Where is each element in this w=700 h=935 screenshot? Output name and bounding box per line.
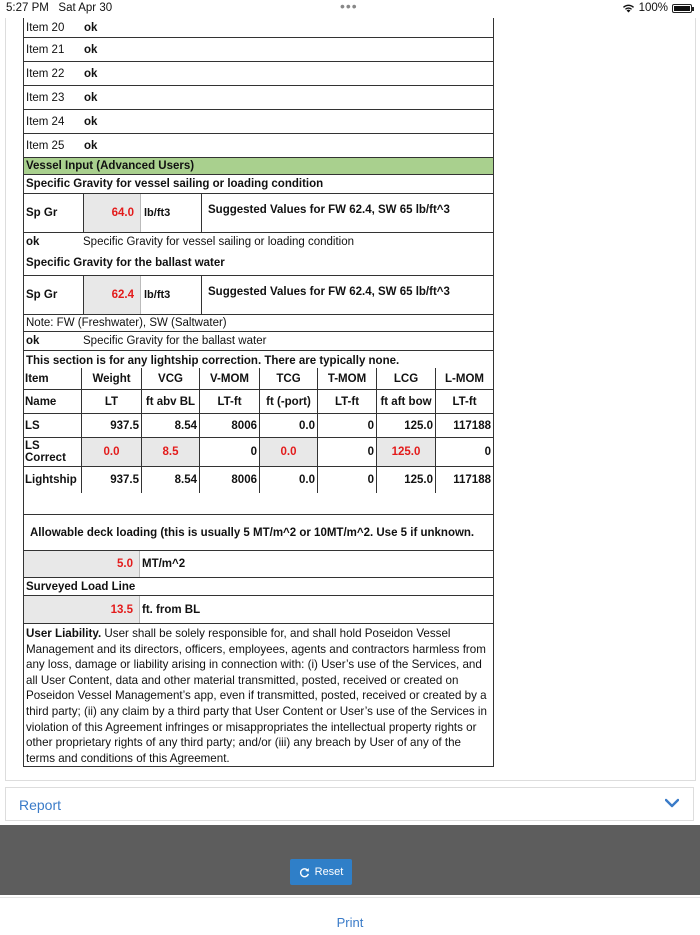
deck-loading-label-row (23, 515, 494, 550)
sg-label: Sp Gr (26, 289, 58, 301)
item-label: Item 21 (26, 43, 65, 56)
tcg-cell: 0.0 (259, 414, 317, 437)
row-label: LS (25, 419, 40, 432)
lcg-cell: 125.0 (376, 414, 435, 437)
unit-cell: LT-ft (435, 390, 493, 413)
col-header-lcg: LCG (376, 368, 435, 389)
item-label: Item 22 (26, 67, 65, 80)
battery-icon (672, 4, 692, 13)
status-description: Specific Gravity for the ballast water (83, 335, 267, 347)
status-right (622, 2, 692, 14)
ls-correct-weight-input[interactable]: 0.0 (81, 438, 141, 466)
table-row (23, 110, 494, 134)
section-header-vessel-input (23, 158, 494, 175)
vmom-cell: 0 (199, 438, 259, 466)
footer-bar (0, 897, 700, 935)
lightship-units-row (23, 390, 494, 414)
liability-body: User shall be solely responsible for, and shall hold Poseidon Vessel Management and its directors, officers, employees, agents and contractors harmless from any loss, damage or liability arising in connection with: (i) User’s use of the Services, and all User Content, data and other material transmitted, posted, received or created on Poseidon Vessel Management’s app, even if transmitted, posted, received or created by a third party; (ii) any claim by a third party that User Content or User’s use of the Services in violation of this Agreement infringes or misappropriates the intellectual property rights or other proprietary rights of any third party; and/or (iii) any breach by User of any of the terms and conditions of this Agreement. (26, 627, 487, 765)
ls-correct-tcg-input[interactable]: 0.0 (259, 438, 317, 466)
note-text: Note: FW (Freshwater), SW (Saltwater) (26, 317, 227, 329)
refresh-icon (299, 867, 310, 878)
weight-cell: 937.5 (81, 414, 141, 437)
col-header-vcg: VCG (141, 368, 199, 389)
tmom-cell: 0 (317, 414, 376, 437)
lightship-ls-row (23, 414, 494, 438)
item-label: Item 23 (26, 91, 65, 104)
tcg-cell: 0.0 (259, 467, 317, 493)
load-line-unit: ft. from BL (142, 603, 201, 616)
table-row (23, 134, 494, 158)
unit-cell: LT-ft (317, 390, 376, 413)
ls-correct-lcg-input[interactable]: 125.0 (376, 438, 435, 466)
reset-button[interactable] (290, 859, 352, 885)
load-line-label-row (23, 578, 494, 596)
tmom-cell: 0 (317, 438, 376, 466)
unit-cell: LT (81, 390, 141, 413)
lcg-cell: 125.0 (376, 467, 435, 493)
deck-loading-label: Allowable deck loading (this is usually 5 MT/m^2 or 10MT/m^2. Use 5 if unknown. (30, 526, 475, 539)
item-status: ok (84, 21, 98, 34)
sg-vessel-status-row (23, 233, 494, 251)
vcg-cell: 8.54 (141, 414, 199, 437)
lmom-cell: 0 (435, 438, 493, 466)
col-header-vmom: V-MOM (199, 368, 259, 389)
status-text: ok (26, 236, 40, 248)
load-line-label: Surveyed Load Line (26, 580, 136, 593)
vcg-cell: 8.54 (141, 467, 199, 493)
battery-percent: 100% (638, 2, 668, 14)
print-button[interactable]: Print (336, 915, 364, 930)
sg-ballast-input[interactable]: 62.4 (83, 276, 141, 314)
sg-label: Sp Gr (26, 207, 58, 219)
col-header-tcg: TCG (259, 368, 317, 389)
item-label: Item 20 (26, 21, 65, 34)
sg-vessel-title-row (23, 175, 494, 193)
tmom-cell: 0 (317, 467, 376, 493)
sg-ballast-row (23, 275, 494, 315)
sg-vessel-title: Specific Gravity for vessel sailing or loading condition (26, 178, 324, 190)
reset-label: Reset (314, 866, 344, 878)
load-line-input[interactable]: 13.5 (24, 596, 140, 623)
load-line-row (23, 596, 494, 624)
col-header-weight: Weight (81, 368, 141, 389)
item-label: Item 25 (26, 139, 65, 152)
row-label: LS Correct (25, 440, 66, 464)
status-text: ok (26, 335, 40, 347)
table-row (23, 62, 494, 86)
deck-loading-row (23, 550, 494, 578)
weight-cell: 937.5 (81, 467, 141, 493)
unit-cell: ft abv BL (141, 390, 199, 413)
sg-ballast-title-row (23, 251, 494, 275)
lightship-correction-row (23, 438, 494, 467)
unit-cell: LT-ft (199, 390, 259, 413)
table-row (23, 38, 494, 62)
table-row (23, 86, 494, 110)
status-bar (0, 0, 700, 18)
lightship-title: This section is for any lightship correction. There are typically none. (26, 355, 400, 367)
item-label: Item 24 (26, 115, 65, 128)
sg-suggestion: Suggested Values for FW 62.4, SW 65 lb/ft^3 (201, 194, 493, 232)
liability-title: User Liability. (26, 627, 102, 640)
note-row (23, 315, 494, 332)
lightship-col-headers (23, 368, 494, 390)
lightship-total-row (23, 467, 494, 515)
multitask-dots[interactable]: ••• (340, 0, 358, 14)
status-description: Specific Gravity for vessel sailing or loading condition (83, 236, 355, 248)
action-bar (0, 825, 700, 895)
unit-cell: ft (-port) (259, 390, 317, 413)
sg-ballast-title: Specific Gravity for the ballast water (26, 257, 225, 269)
sg-suggestion: Suggested Values for FW 62.4, SW 65 lb/ft^3 (201, 276, 493, 314)
lmom-cell: 117188 (435, 414, 493, 437)
wifi-icon (622, 3, 635, 13)
item-status: ok (84, 67, 98, 80)
calc-panel (5, 18, 696, 781)
lmom-cell: 117188 (435, 467, 493, 493)
col-header-item: Item (25, 372, 49, 385)
sg-vessel-input[interactable]: 64.0 (83, 194, 141, 232)
sg-vessel-row (23, 193, 494, 233)
status-time: 5:27 PM Sat Apr 30 (6, 2, 113, 14)
user-liability-block (23, 624, 494, 767)
item-status: ok (84, 43, 98, 56)
table-row (23, 18, 494, 38)
item-status: ok (84, 91, 98, 104)
vmom-cell: 8006 (199, 467, 259, 493)
sg-unit: lb/ft3 (144, 207, 171, 219)
ls-correct-vcg-input[interactable]: 8.5 (141, 438, 199, 466)
col-header-tmom: T-MOM (317, 368, 376, 389)
item-status: ok (84, 115, 98, 128)
sg-unit: lb/ft3 (144, 289, 171, 301)
chevron-down-icon[interactable] (665, 798, 679, 808)
report-label: Report (19, 797, 62, 813)
row-label: Lightship (25, 474, 77, 486)
section-title: Vessel Input (Advanced Users) (26, 160, 195, 172)
col-header-lmom: L-MOM (435, 368, 493, 389)
vmom-cell: 8006 (199, 414, 259, 437)
user-liability-text (24, 624, 493, 768)
report-accordion[interactable] (5, 787, 694, 821)
deck-loading-unit: MT/m^2 (142, 558, 186, 570)
unit-cell: Name (25, 395, 57, 408)
deck-loading-input[interactable]: 5.0 (24, 551, 140, 577)
item-status: ok (84, 139, 98, 152)
unit-cell: ft aft bow (376, 390, 435, 413)
sg-ballast-status-row (23, 332, 494, 350)
